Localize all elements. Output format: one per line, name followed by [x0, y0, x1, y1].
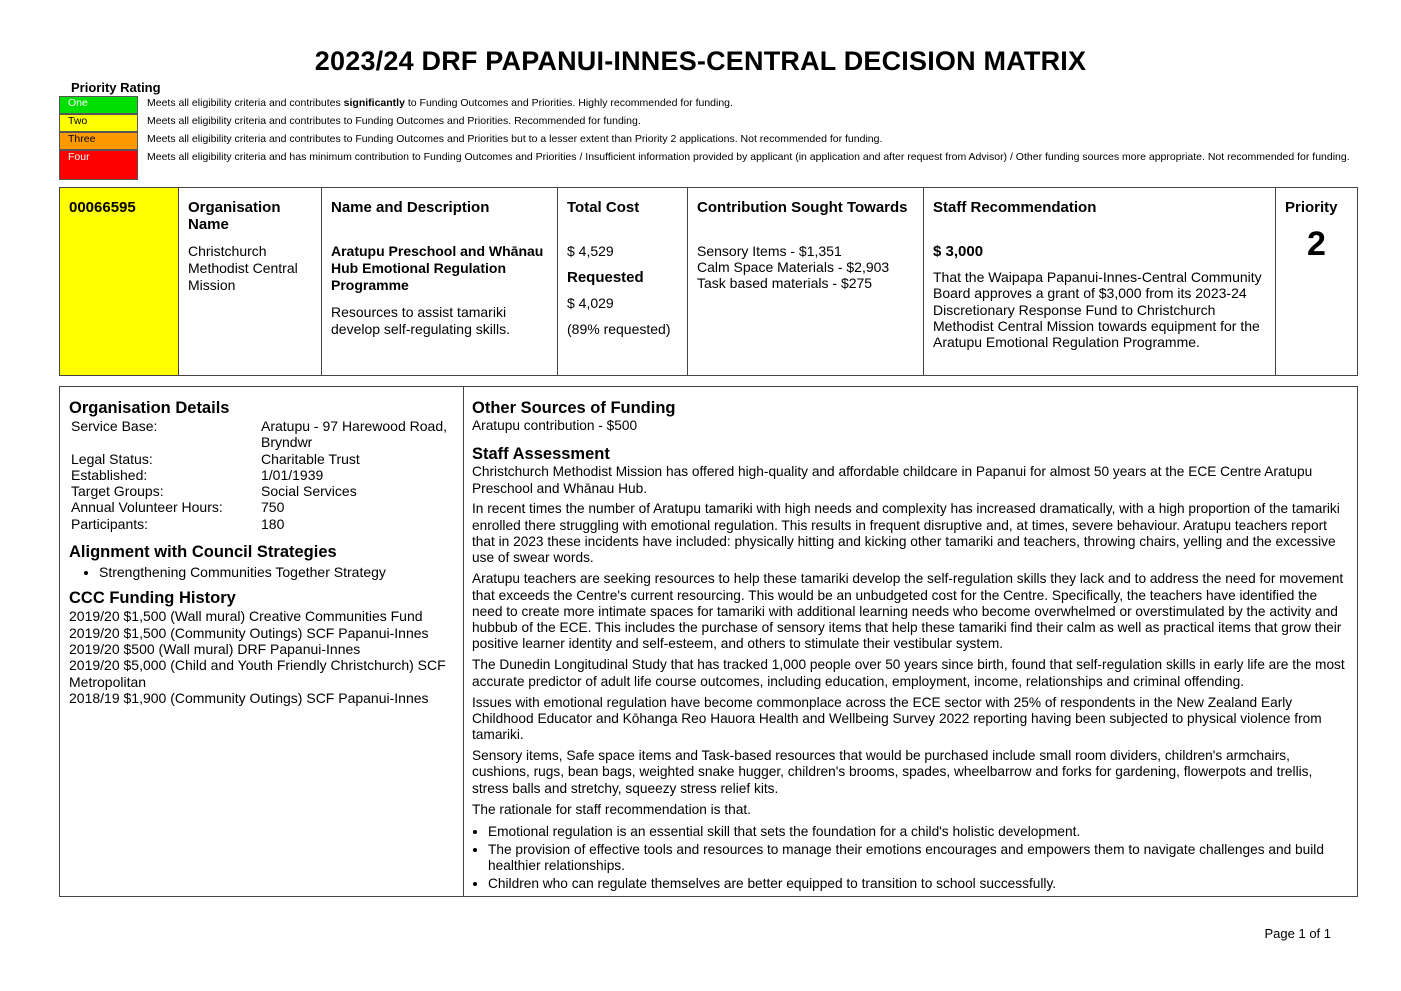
detail-row: Legal Status: Charitable Trust	[71, 450, 360, 467]
assessment-paragraph: Issues with emotional regulation have become commonplace across the ECE sector with 25% of respondents in the New Zealand Early Childhood Educator and Kōhanga Reo Hauora Health and Wellbeing Survey 2022 reporting having been subjected to physical violence from tamariki.	[472, 694, 1322, 743]
detail-row: Annual Volunteer Hours: 750	[71, 499, 285, 516]
assessment-paragraph: Christchurch Methodist Mission has offered high-quality and affordable childcare in Papanui for almost 50 years at the ECE Centre Aratupu Preschool and Whānau Hub.	[472, 464, 1313, 496]
application-id-cell	[60, 188, 179, 375]
project-description: Resources to assist tamariki develop self-regulating skills.	[331, 304, 510, 337]
priority-desc-one: Meets all eligibility criteria and contributes significantly to Funding Outcomes and Priorities. Highly recommended for funding.	[147, 97, 733, 109]
total-cost-cell	[558, 188, 688, 375]
requested-label: Requested	[567, 269, 644, 286]
priority-cell	[1276, 188, 1357, 375]
rationale-bullet: • The provision of effective tools and resources to manage their emotions encourages and empowers them to navigate challenges and build healthier relationships.	[488, 842, 1349, 875]
contribution-header: Contribution Sought Towards	[697, 199, 908, 216]
contribution-item: Calm Space Materials - $2,903	[697, 259, 890, 275]
funding-history-item: 2018/19 $1,900 (Community Outings) SCF Papanui-Innes	[69, 689, 429, 706]
priority-desc-four: Meets all eligibility criteria and has minimum contribution to Funding Outcomes and Priorities / Insufficient information provided by applicant (in application and after request from Advisor) / Other funding sources more appropriate. Not recommended for funding.	[147, 151, 1350, 163]
assessment-paragraph: The rationale for staff recommendation is that.	[472, 801, 751, 817]
total-cost-header: Total Cost	[567, 199, 640, 216]
page-number: Page 1 of 1	[1264, 926, 1331, 941]
rationale-bullet: • Children who can regulate themselves are better equipped to transition to school successfully.	[488, 876, 1349, 892]
recommendation-amount: $ 3,000	[933, 243, 984, 260]
detail-row: Service Base: Aratupu - 97 Harewood Road, Bryndwr	[71, 418, 447, 451]
funding-history-item: 2019/20 $500 (Wall mural) DRF Papanui-Innes	[69, 640, 361, 657]
organisation-name: Christchurch Methodist Central Mission	[188, 243, 298, 293]
priority-desc-three: Meets all eligibility criteria and contributes to Funding Outcomes and Priorities but to a lesser extent than Priority 2 applications. Not recommended for funding.	[147, 133, 883, 145]
contribution-item: Sensory Items - $1,351	[697, 243, 842, 259]
project-name: Aratupu Preschool and Whānau Hub Emotional Regulation Programme	[331, 243, 544, 293]
priority-swatch-three: Three	[59, 132, 138, 150]
requested-amount: $ 4,029	[567, 295, 614, 311]
detail-row: Participants: 180	[71, 515, 285, 532]
organisation-details-heading: Organisation Details	[69, 399, 230, 417]
priority-swatch-two: Two	[59, 114, 138, 132]
name-description-cell	[322, 188, 558, 375]
priority-desc-two: Meets all eligibility criteria and contributes to Funding Outcomes and Priorities. Recommended for funding.	[147, 115, 641, 127]
contribution-cell	[688, 188, 924, 375]
staff-assessment-heading: Staff Assessment	[472, 445, 610, 464]
detail-row: Target Groups: Social Services	[71, 483, 357, 500]
funding-history-item: 2019/20 $5,000 (Child and Youth Friendly Christchurch) SCF Metropolitan	[69, 657, 446, 690]
staff-recommendation-header: Staff Recommendation	[933, 199, 1097, 216]
priority-rating-heading: Priority Rating	[71, 80, 161, 95]
alignment-heading: Alignment with Council Strategies	[69, 543, 337, 562]
assessment-paragraph: Sensory items, Safe space items and Task-based resources that would be purchased include small room dividers, children's armchairs, cushions, rugs, bean bags, weighted snake hugger, children's brooms, spades, wheelbarrow and forks for gardening, flowerpots and trellis, stress balls and stretchy, squeezy stress relief kits.	[472, 748, 1313, 796]
contribution-item: Task based materials - $275	[697, 275, 873, 291]
left-details-pane	[60, 387, 464, 896]
document-title: 2023/24 DRF PAPANUI-INNES-CENTRAL DECISION MATRIX	[314, 46, 1087, 76]
right-assessment-pane	[464, 387, 1357, 896]
assessment-paragraph: The Dunedin Longitudinal Study that has tracked 1,000 people over 50 years since birth, found that self-regulation skills in early life are the most accurate predictor of adult life course outcomes, including education, employment, income, relationships and criminal offending.	[472, 657, 1345, 689]
priority-swatch-one: One	[59, 96, 138, 114]
recommendation-text: That the Waipapa Papanui-Innes-Central Community Board approves a grant of $3,000 from its 2023-24 Discretionary Response Fund to Christchurch Methodist Central Mission towards equipment for the Aratupu Emotional Regulation Programme.	[933, 269, 1262, 351]
requested-percent: (89% requested)	[567, 321, 671, 337]
funding-history-heading: CCC Funding History	[69, 589, 236, 608]
alignment-item: • Strengthening Communities Together Strategy	[99, 564, 454, 580]
assessment-paragraph: In recent times the number of Aratupu tamariki with high needs and complexity has increased dramatically, with a high proportion of the tamariki enrolled there struggling with emotional regulation. This results in frequent disruptive and, at times, severe behaviour. Aratupu teachers report that in 2023 these incidents have included: physically hitting and kicking other tamariki and teachers, throwing chairs, yelling and the excessive use of swear words.	[472, 501, 1340, 566]
priority-header: Priority	[1285, 199, 1338, 216]
details-section	[59, 386, 1358, 897]
total-cost-value: $ 4,529	[567, 243, 614, 259]
detail-row: Established: 1/01/1939	[71, 466, 324, 483]
priority-value: 2	[1307, 225, 1326, 263]
assessment-paragraph: Aratupu teachers are seeking resources to help these tamariki develop the self-regulation skills they lack and to address the need for movement that exceeds the Centre's current resourcing. This would be an unbudgeted cost for the Centre. Specifically, the teachers have identified the need to create more intimate spaces for tamariki with additional learning needs who become overwhelmed or overstimulated by the activity and hubbub of the ECE. This includes the purchase of sensory items that help these tamariki find their calm as well as practical items that grow their positive learner identity and self-esteem, and others to stimulate their vestibular system.	[472, 571, 1344, 652]
application-id: 00066595	[69, 199, 136, 216]
funding-history-item: 2019/20 $1,500 (Wall mural) Creative Communities Fund	[69, 608, 423, 625]
priority-swatch-four: Four	[59, 150, 138, 180]
application-summary-table	[59, 187, 1358, 376]
other-funding-text: Aratupu contribution - $500	[472, 418, 638, 433]
name-description-header: Name and Description	[331, 199, 490, 216]
organisation-name-header: Organisation Name	[188, 199, 281, 233]
organisation-name-cell	[179, 188, 322, 375]
staff-recommendation-cell	[924, 188, 1276, 375]
rationale-bullet: • Emotional regulation is an essential skill that sets the foundation for a child's holistic development.	[488, 824, 1349, 840]
funding-history-item: 2019/20 $1,500 (Community Outings) SCF Papanui-Innes	[69, 624, 429, 641]
other-funding-heading: Other Sources of Funding	[472, 399, 676, 417]
